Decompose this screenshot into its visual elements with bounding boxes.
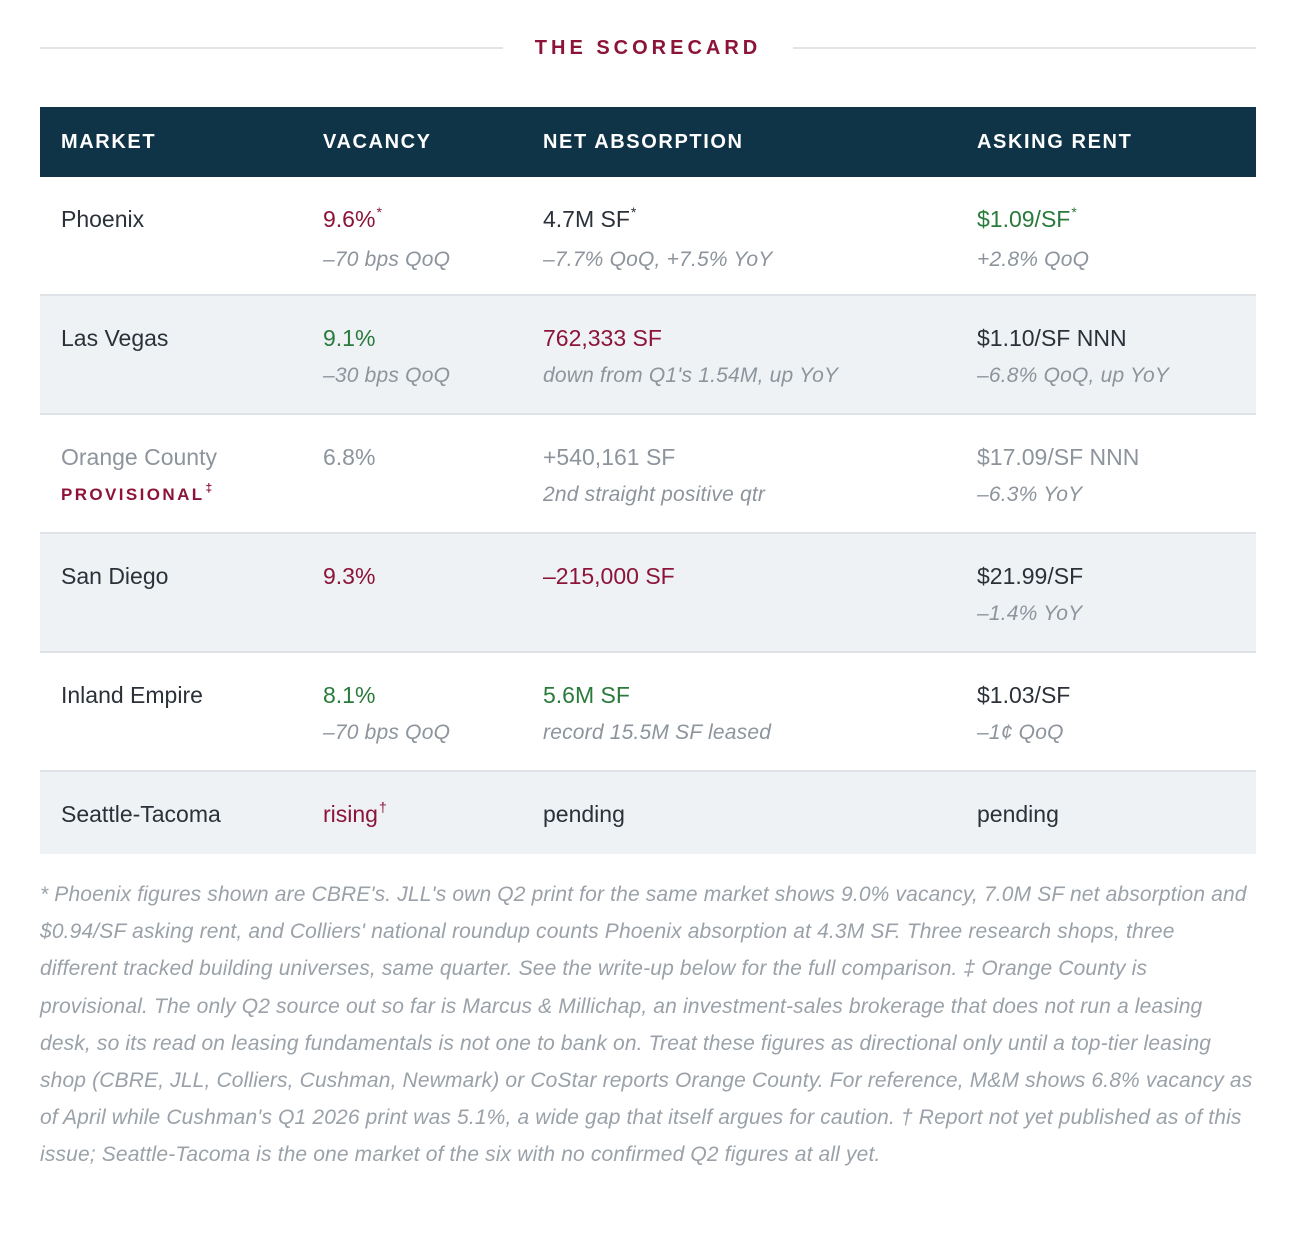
absorption-note: –7.7% QoQ, +7.5% YoY: [543, 248, 773, 271]
heading-rule-left: [40, 47, 503, 49]
absorption-value: 762,333 SF: [543, 325, 662, 351]
rent-cell: [977, 205, 1089, 272]
vacancy-cell: [323, 562, 375, 590]
scorecard-heading: [40, 30, 1256, 66]
vacancy-value: 6.8%: [323, 444, 376, 470]
footnote-mark: *: [1071, 204, 1077, 220]
rent-cell: [977, 800, 1059, 828]
market-name: Orange County: [61, 444, 217, 470]
vacancy-value: 8.1%: [323, 682, 376, 708]
provisional-tag: PROVISIONAL‡: [61, 481, 213, 504]
absorption-cell: [543, 443, 765, 507]
column-header-vacancy: VACANCY: [323, 131, 432, 153]
rent-value: $17.09/SF NNN: [977, 444, 1140, 470]
section-title: THE SCORECARD: [534, 36, 762, 59]
rent-value: pending: [977, 801, 1059, 827]
table-row: [40, 415, 1256, 534]
absorption-note: 2nd straight positive qtr: [543, 483, 766, 506]
rent-cell: [977, 562, 1083, 626]
heading-rule-right: [793, 47, 1256, 49]
vacancy-cell: [323, 324, 450, 388]
rent-value: $21.99/SF: [977, 563, 1084, 589]
vacancy-value: rising†: [323, 799, 387, 827]
rent-note: –6.3% YoY: [977, 483, 1083, 506]
vacancy-cell: [323, 681, 450, 745]
rent-cell: [977, 324, 1169, 388]
footnote-mark: †: [378, 799, 387, 815]
rent-note: –1¢ QoQ: [977, 721, 1064, 744]
vacancy-value: 9.1%: [323, 325, 376, 351]
vacancy-value: 9.3%: [323, 563, 376, 589]
vacancy-value: 9.6%*: [323, 204, 382, 232]
column-header-market: MARKET: [61, 131, 157, 153]
footnote-mark: ‡: [205, 481, 213, 495]
table-row: [40, 296, 1256, 415]
absorption-value: 4.7M SF*: [543, 204, 637, 232]
absorption-note: record 15.5M SF leased: [543, 721, 772, 744]
market-name: Las Vegas: [61, 325, 169, 351]
rent-value: $1.10/SF NNN: [977, 325, 1127, 351]
vacancy-cell: [323, 800, 387, 831]
vacancy-cell: [323, 205, 450, 272]
rent-cell: [977, 443, 1139, 507]
table-footnote: * Phoenix figures shown are CBRE's. JLL's own Q2 print for the same market shows 9.0% vacancy, 7.0M SF net absorption and $0.94/SF asking rent, and Colliers' national roundup counts Phoenix absorption at 4.3M SF. Three research shops, three different tracked building universes, same quarter. See the write-up below for the full comparison. ‡ Orange County is provisional. The only Q2 source out so far is Marcus & Millichap, an investment-sales brokerage that does not run a leasing desk, so its read on leasing fundamentals is not one to bank on. Treat these figures as directional only until a top-tier leasing shop (CBRE, JLL, Colliers, Cushman, Newmark) or CoStar reports Orange County. For reference, M&M shows 6.8% vacancy as of April while Cushman's Q1 2026 print was 5.1%, a wide gap that itself argues for caution. † Report not yet published as of this issue; Seattle-Tacoma is the one market of the six with no confirmed Q2 figures at all yet.: [40, 883, 1253, 1167]
table-row: [40, 653, 1256, 772]
market-name: San Diego: [61, 563, 169, 589]
table-row: [40, 177, 1256, 296]
vacancy-note: –30 bps QoQ: [323, 364, 451, 387]
column-header-net-absorption: NET ABSORPTION: [543, 131, 744, 153]
rent-note: +2.8% QoQ: [977, 248, 1090, 271]
absorption-cell: [543, 562, 675, 590]
footnote-mark: *: [376, 204, 382, 220]
absorption-value: +540,161 SF: [543, 444, 676, 470]
market-name: Inland Empire: [61, 682, 203, 708]
vacancy-cell: [323, 443, 375, 471]
vacancy-note: –70 bps QoQ: [323, 721, 451, 744]
table-row: [40, 772, 1256, 854]
market-name: Phoenix: [61, 206, 145, 232]
market-cell: [61, 443, 217, 505]
absorption-cell: [543, 800, 625, 828]
vacancy-note: –70 bps QoQ: [323, 248, 451, 271]
table-row: [40, 534, 1256, 653]
absorption-cell: [543, 681, 771, 745]
column-header-asking-rent: ASKING RENT: [977, 131, 1133, 153]
absorption-value: –215,000 SF: [543, 563, 675, 589]
absorption-value: pending: [543, 801, 625, 827]
absorption-cell: [543, 324, 838, 388]
scorecard-table: [40, 107, 1256, 854]
absorption-note: down from Q1's 1.54M, up YoY: [543, 364, 839, 387]
rent-cell: [977, 681, 1070, 745]
footnote-mark: *: [630, 204, 637, 220]
rent-value: $1.03/SF: [977, 682, 1071, 708]
rent-note: –1.4% YoY: [977, 602, 1083, 625]
absorption-cell: [543, 205, 773, 272]
absorption-value: 5.6M SF: [543, 682, 630, 708]
rent-value: $1.09/SF*: [977, 204, 1077, 232]
market-name: Seattle-Tacoma: [61, 801, 221, 827]
rent-note: –6.8% QoQ, up YoY: [977, 364, 1170, 387]
table-header: [40, 107, 1256, 177]
